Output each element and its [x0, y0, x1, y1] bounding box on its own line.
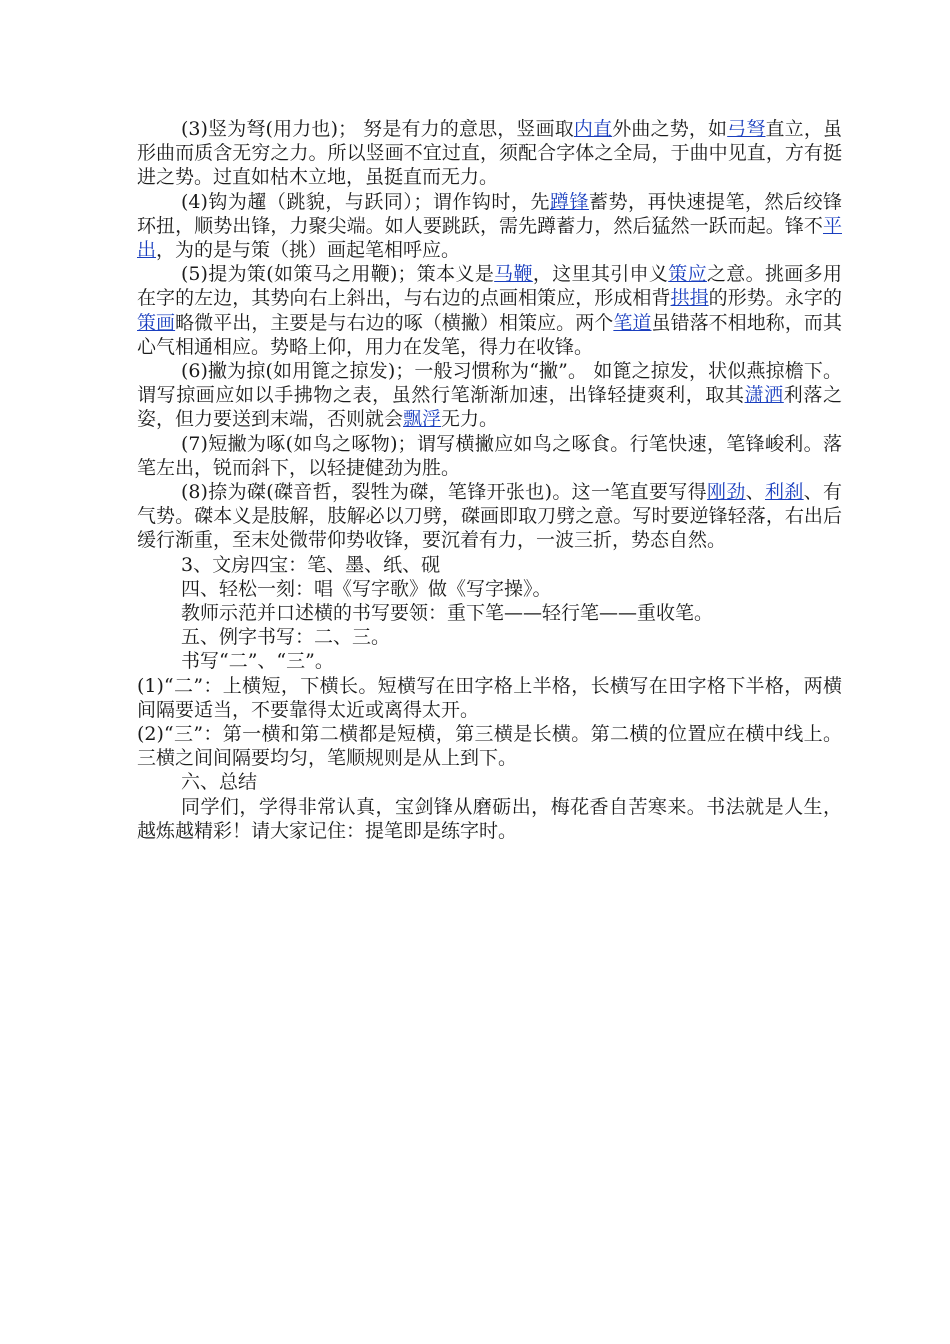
paragraph — [137, 625, 842, 649]
document-body — [137, 117, 842, 843]
paragraph-text: 蓄势，再快速提笔，然后绞锋环扭，顺势出锋，力聚尖端。如人要跳跃，需先蹲蓄力，然后猛然一跃而起。锋不 — [137, 190, 842, 237]
paragraph-text: 直立，虽形曲而质含无穷之力。所以竖画不宜过直，须配合字体之全局，于曲中见直，方有挺进之势。过直如枯木立地，虽挺直而无力。 — [137, 118, 842, 189]
paragraph — [137, 190, 842, 263]
paragraph — [137, 674, 842, 722]
paragraph-text: 四、轻松一刻：唱《写字歌》做《写字操》。 — [181, 577, 552, 600]
paragraph — [137, 795, 842, 843]
paragraph-text: 外曲之势，如 — [612, 118, 728, 140]
glossary-link[interactable]: 策应 — [668, 263, 707, 286]
paragraph — [137, 553, 842, 577]
paragraph-text: 、有气势。磔本义是肢解，肢解必以刀劈，磔画即取刀劈之意。写时要逆锋轻落，右出后缓行渐重，至末处微带仰势收锋，要沉着有力，一波三折，势态自然。 — [137, 481, 842, 552]
glossary-link[interactable]: 潇洒 — [744, 384, 784, 407]
paragraph-text: 3、文房四宝：笔、墨、纸、砚 — [181, 553, 441, 576]
paragraph-text: 、 — [745, 481, 765, 504]
glossary-link[interactable]: 飘浮 — [403, 408, 442, 431]
paragraph-text: (7)短撇为啄(如鸟之啄物)；谓写横撇应如鸟之啄食。行笔快速，笔锋峻利。落笔左出，锐而斜下，以轻捷健劲为胜。 — [137, 432, 842, 479]
glossary-link[interactable]: 蹲锋 — [549, 190, 589, 213]
paragraph-text: ，为的是与策（挑）画起笔相呼应。 — [156, 239, 461, 262]
paragraph-text: 虽错落不相地称，而其心气相通相应。势略上仰，用力在发笔，得力在收锋。 — [137, 311, 842, 358]
glossary-link[interactable]: 拱揖 — [670, 287, 709, 310]
paragraph — [137, 577, 842, 601]
paragraph-text: (4)钩为趯（跳貌，与跃同）；谓作钩时，先 — [181, 190, 550, 213]
paragraph-text: 教师示范并口述横的书写要领：重下笔——轻行笔——重收笔。 — [181, 602, 714, 625]
paragraph-text: ，这里其引申义 — [532, 263, 669, 286]
glossary-link[interactable]: 马鞭 — [494, 263, 533, 286]
paragraph-text: (5)提为策(如策马之用鞭)；策本义是 — [181, 263, 495, 286]
paragraph — [137, 359, 842, 432]
paragraph-text: 五、例字书写：二、三。 — [181, 626, 391, 649]
glossary-link[interactable]: 笔道 — [613, 311, 652, 334]
paragraph — [137, 432, 842, 480]
glossary-link[interactable]: 内直 — [573, 118, 613, 140]
paragraph-text: (6)撇为掠(如用篦之掠发)；一般习惯称为“撇”。 如篦之掠发，状似燕掠檐下。谓写掠画应如以手拂物之表，虽然行笔渐渐加速，出锋轻捷爽利，取其 — [137, 360, 842, 407]
paragraph — [137, 601, 842, 625]
glossary-link[interactable]: 利刹 — [764, 481, 804, 504]
paragraph-text: 利落之姿，但力要送到末端，否则就会 — [137, 384, 842, 431]
paragraph — [137, 480, 842, 553]
glossary-link[interactable]: 刚劲 — [706, 481, 746, 504]
paragraph-text: 略微平出，主要是与右边的啄（横撇）相策应。两个 — [175, 311, 614, 334]
paragraph — [137, 649, 842, 673]
paragraph-text: (8)捺为磔(磔音哲，裂牲为磔，笔锋开张也)。这一笔直要写得 — [181, 481, 707, 504]
paragraph-text: 书写“二”、“三”。 — [181, 650, 334, 673]
paragraph — [137, 722, 842, 770]
paragraph-text: 的形势。永字的 — [708, 287, 842, 310]
paragraph-text: (2)“三”：第一横和第二横都是短横，第三横是长横。第二横的位置应在横中线上。三横之间间隔要均匀，笔顺规则是从上到下。 — [137, 723, 842, 770]
paragraph-text: 同学们，学得非常认真，宝剑锋从磨砺出，梅花香自苦寒来。书法就是人生，越炼越精彩！请大家记住：提笔即是练字时。 — [137, 795, 842, 842]
paragraph — [137, 117, 842, 190]
glossary-link[interactable]: 平出 — [137, 214, 842, 262]
paragraph-text: 无力。 — [441, 408, 499, 431]
glossary-link[interactable]: 弓弩 — [727, 118, 766, 140]
glossary-link[interactable]: 策画 — [137, 311, 176, 334]
paragraph-text: 之意。挑画多用在字的左边，其势向右上斜出，与右边的点画相策应，形成相背 — [137, 263, 842, 310]
paragraph — [137, 262, 842, 359]
paragraph-text: 六、总结 — [181, 771, 258, 794]
paragraph-text: (3)竖为弩(用力也)； 努是有力的意思，竖画取 — [181, 118, 574, 140]
paragraph — [137, 770, 842, 794]
paragraph-text: (1)“二”：上横短，下横长。短横写在田字格上半格，长横写在田字格下半格，两横间隔要适当，不要靠得太近或离得太开。 — [137, 674, 842, 721]
